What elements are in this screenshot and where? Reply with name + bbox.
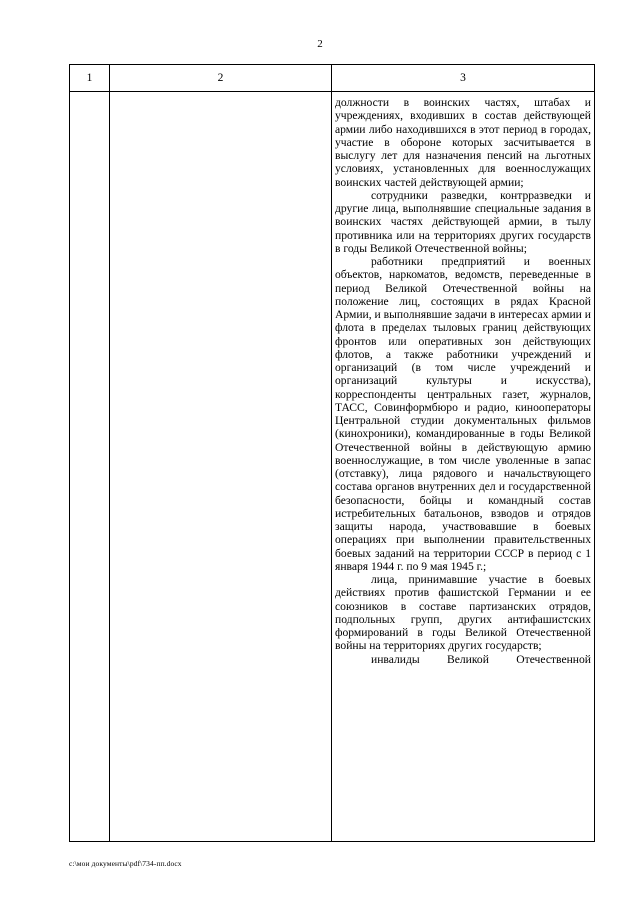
paragraph-enterprise-workers: работники предприятий и военных объектов, наркоматов, ведомств, переведенные в период Великой Отечественной войны на положение лиц, состоящих в рядах Красной Армии, и выполнявшие задачи в интересах армии и флота в пределах тыловых границ действующих фронтов или оперативных зон действующих флотов, а также работники учреждений и организаций (в том числе учреждений и организаций культуры и искусства), корреспонденты центральных газет, журналов, ТАСС, Совинформбюро и радио, кинооператоры Центральной студии документальных фильмов (кинохроники), командированные в годы Великой Отечественной войны в действующую армию военнослужащие, в том числе уволенные в запас (отставку), лица рядового и начальствующего состава органов внутренних дел и государственной безопасности, бойцы и командный состав истребительных батальонов, взводов и отрядов защиты народа, участвовавшие в боевых операциях при выполнении правительственных боевых заданий на территории СССР в период с 1 января 1944 г. по 9 мая 1945 г.; [335, 255, 591, 573]
footer-file-path: c:\мои документы\pdf\734-пп.docx [69, 859, 182, 868]
page-number: 2 [317, 38, 323, 50]
cell-column-3 [332, 92, 595, 842]
paragraph-partisans: лица, принимавшие участие в боевых действиях против фашистской Германии и ее союзников в составе партизанских отрядов, подпольных групп, других антифашистских формирований в годы Великой Отечественной войны на территориях других государств; [335, 573, 591, 653]
table-header-row [70, 65, 595, 92]
paragraph-positions-in-units: должности в воинских частях, штабах и учреждениях, входивших в состав действующей армии либо находившихся в этот период в городах, участие в обороне которых засчитывается в выслугу лет для назначения пенсий на льготных условиях, установленных для военнослужащих воинских частей действующей армии; [335, 96, 591, 189]
paragraph-war-invalids: инвалиды Великой Отечественной [371, 652, 591, 666]
column-header-3: 3 [332, 65, 595, 92]
cell-column-1 [70, 92, 110, 842]
column-header-2: 2 [110, 65, 332, 92]
paragraph-intelligence-officers: сотрудники разведки, контрразведки и другие лица, выполнявшие специальные задания в воинских частях действующей армии, в тылу противника или на территориях других государств в годы Великой Отечественной войны; [335, 188, 591, 255]
document-table [69, 64, 595, 842]
column-header-1: 1 [70, 65, 110, 92]
cell-column-2 [110, 92, 332, 842]
table-row [70, 92, 595, 842]
